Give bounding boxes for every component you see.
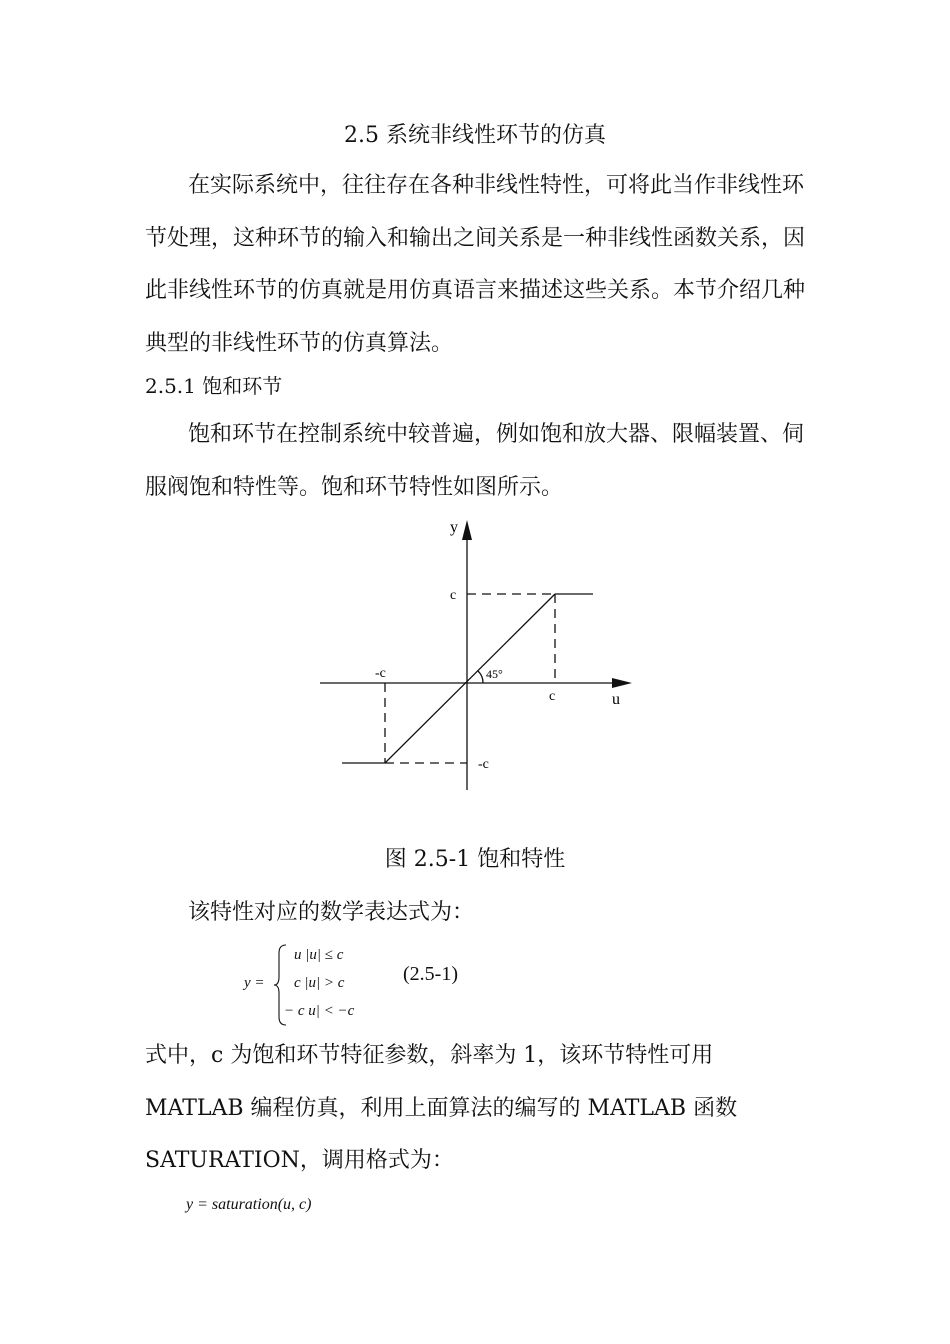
linear-segment xyxy=(385,594,555,763)
equation-intro: 该特性对应的数学表达式为： xyxy=(188,900,475,925)
neg-c-label-x: -c xyxy=(375,666,386,681)
subsection-title: 2.5.1 饱和环节 xyxy=(145,374,283,398)
explanation-paragraph: 式中，c 为饱和环节特征参数，斜率为 1，该环节特性可用 MATLAB 编程仿真，利用上面算法的编写的 MATLAB 函数 SATURATION，调用格式为： xyxy=(145,1043,738,1174)
equation-case-3: − c u| < −c xyxy=(284,1003,355,1019)
figure-caption: 图 2.5-1 饱和特性 xyxy=(384,847,566,872)
equation-case-2: c |u| > c xyxy=(294,975,345,991)
section-title: 2.5 系统非线性环节的仿真 xyxy=(344,123,606,148)
y-axis-arrow xyxy=(462,520,472,540)
equation-case-1: u |u| ≤ c xyxy=(294,947,344,963)
equation-number: (2.5-1) xyxy=(403,963,458,985)
piecewise-equation xyxy=(238,937,498,1029)
saturation-figure xyxy=(310,510,650,800)
intro-paragraph: 在实际系统中，往往存在各种非线性特性，可将此当作非线性环节处理，这种环节的输入和输出之间关系是一种非线性函数关系，因此非线性环节的仿真就是用仿真语言来描述这些关系。本节介绍几种典型的非线性环节的仿真算法。 xyxy=(145,173,806,357)
call-format: y = saturation(u, c) xyxy=(186,1196,312,1213)
angle-arc xyxy=(478,671,483,683)
y-axis-label: y xyxy=(450,519,458,536)
c-label-x: c xyxy=(549,689,556,704)
c-label-y: c xyxy=(450,588,457,603)
neg-c-label-y: -c xyxy=(478,757,489,772)
equation-lhs: y = xyxy=(244,975,265,991)
saturation-paragraph: 饱和环节在控制系统中较普遍，例如饱和放大器、限幅装置、伺服阀饱和特性等。饱和环节特性如图所示。 xyxy=(145,422,805,500)
x-axis-arrow xyxy=(612,678,632,688)
x-axis-label: u xyxy=(612,691,620,708)
angle-label: 45° xyxy=(486,667,503,681)
